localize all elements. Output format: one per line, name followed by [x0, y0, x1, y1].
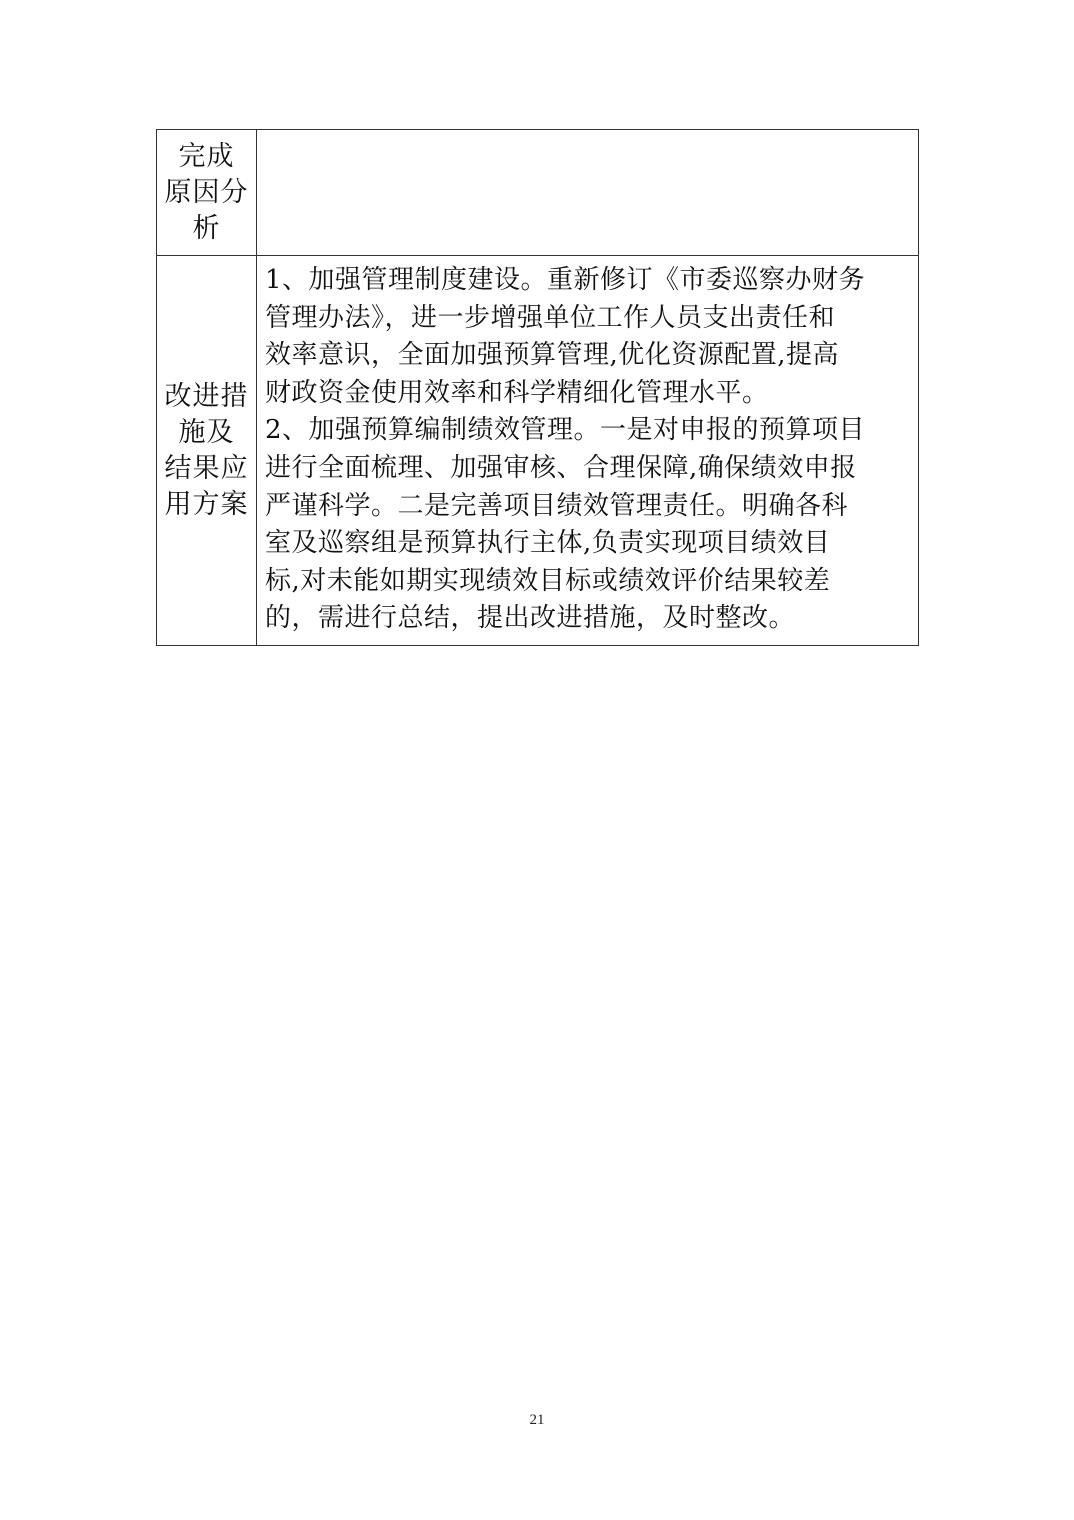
content-line: 严谨科学。二是完善项目绩效管理责任。明确各科: [265, 490, 849, 521]
label-line: 用方案: [164, 488, 249, 520]
label-line: 完成: [178, 140, 235, 172]
content-line: 标,对未能如期实现绩效目标或绩效评价结果较差: [265, 565, 831, 596]
row-content-improvement-measures: [257, 256, 919, 646]
content-line: 管理办法》，进一步增强单位工作人员支出责任和: [265, 302, 836, 333]
content-line: 2、加强预算编制绩效管理。一是对申报的预算项目: [265, 415, 866, 446]
row-label-improvement-measures: [157, 256, 257, 646]
row-content-completion-analysis: [257, 130, 919, 256]
label-line: 结果应: [164, 452, 249, 484]
table-row-improvement-measures: [157, 256, 919, 646]
label-line: 析: [192, 212, 221, 244]
page-number: 21: [529, 1412, 545, 1428]
content-line: 1、加强管理制度建设。重新修订《市委巡察办财务: [265, 265, 866, 296]
content-line: 的，需进行总结，提出改进措施，及时整改。: [265, 603, 796, 634]
row-label-completion-analysis: [157, 130, 257, 256]
document-table: [156, 129, 919, 646]
content-line: 进行全面梳理、加强审核、合理保障,确保绩效申报: [265, 453, 857, 483]
content-line: 效率意识，全面加强预算管理,优化资源配置,提高: [265, 340, 840, 371]
label-line: 原因分: [164, 176, 249, 208]
label-line: 改进措: [164, 380, 249, 412]
label-line: 施及: [178, 416, 235, 448]
table-row-completion-analysis: [157, 130, 919, 256]
content-line: 财政资金使用效率和科学精细化管理水平。: [265, 377, 769, 408]
content-line: 室及巡察组是预算执行主体,负责实现项目绩效目: [265, 528, 831, 559]
